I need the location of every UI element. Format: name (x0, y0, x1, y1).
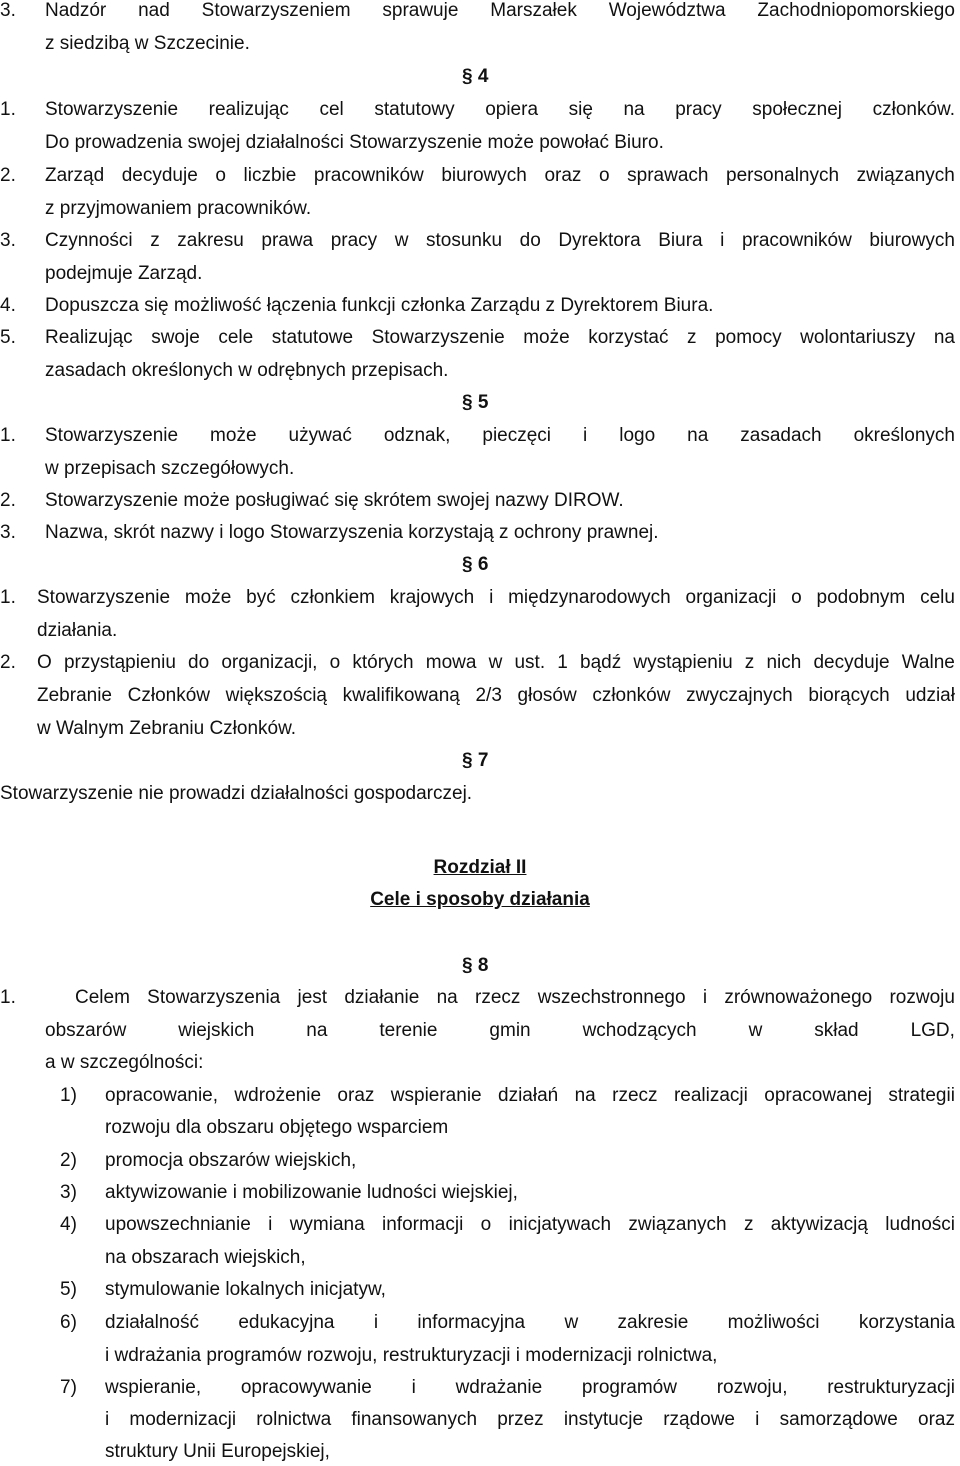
list-item-line: struktury Unii Europejskiej, (105, 1441, 330, 1462)
section-heading: § 5 (462, 392, 489, 413)
list-item-line: wspieranie, opracowywanie i wdrażanie programów rozwoju, restrukturyzacji (105, 1377, 955, 1398)
list-item-number: 4) (60, 1214, 77, 1235)
list-item-line: upowszechnianie i wymiana informacji o inicjatywach związanych z aktywizacją ludności (105, 1214, 955, 1235)
list-item-line: działalność edukacyjna i informacyjna w zakresie możliwości korzystania (105, 1312, 955, 1333)
paragraph-line: Nazwa, skrót nazwy i logo Stowarzyszenia korzystają z ochrony prawnej. (45, 522, 659, 543)
list-item-line: stymulowanie lokalnych inicjatyw, (105, 1279, 386, 1300)
list-item-number: 7) (60, 1377, 77, 1398)
paragraph-line: Nadzór nad Stowarzyszeniem sprawuje Marszałek Województwa Zachodniopomorskiego (45, 0, 955, 21)
paragraph-line: w Walnym Zebraniu Członków. (37, 718, 297, 739)
paragraph-line: Stowarzyszenie może posługiwać się skrótem swojej nazwy DIROW. (45, 490, 624, 511)
paragraph-number: 2. (0, 490, 16, 511)
paragraph-number: 1. (0, 987, 16, 1008)
list-item-number: 3) (60, 1182, 77, 1203)
paragraph-line: a w szczególności: (45, 1052, 204, 1073)
paragraph-line: Dopuszcza się możliwość łączenia funkcji członka Zarządu z Dyrektorem Biura. (45, 295, 714, 316)
paragraph-line: Zebranie Członków większością kwalifikowaną 2/3 głosów członków zwyczajnych biorących udział (37, 685, 955, 706)
paragraph-number: 2. (0, 652, 16, 673)
paragraph-number: 3. (0, 230, 16, 251)
paragraph-line: z siedzibą w Szczecinie. (45, 33, 250, 54)
list-item-line: promocja obszarów wiejskich, (105, 1150, 357, 1171)
paragraph-number: 3. (0, 0, 16, 21)
section-sign: § (462, 66, 473, 87)
section-heading: § 8 (462, 955, 489, 976)
paragraph-number: 2. (0, 165, 16, 186)
list-item-line: na obszarach wiejskich, (105, 1247, 306, 1268)
list-item-line: aktywizowanie i mobilizowanie ludności wiejskiej, (105, 1182, 518, 1203)
paragraph-number: 1. (0, 587, 16, 608)
paragraph-line: Stowarzyszenie nie prowadzi działalności gospodarczej. (0, 783, 473, 804)
paragraph-line: działania. (37, 620, 118, 641)
paragraph-line: Stowarzyszenie może używać odznak, pieczęci i logo na zasadach określonych (45, 425, 955, 446)
chapter-subtitle: Cele i sposoby działania (370, 889, 590, 910)
section-sign: § (462, 750, 473, 771)
list-item-line: opracowanie, wdrożenie oraz wspieranie działań na rzecz realizacji opracowanej strategii (105, 1085, 955, 1106)
list-item-number: 5) (60, 1279, 77, 1300)
list-item-number: 1) (60, 1085, 77, 1106)
list-item-line: i modernizacji rolnictwa finansowanych przez instytucje rządowe i samorządowe oraz (105, 1409, 955, 1430)
paragraph-line: Realizując swoje cele statutowe Stowarzyszenie może korzystać z pomocy wolontariuszy na (45, 327, 955, 348)
paragraph-number: 4. (0, 295, 16, 316)
paragraph-line: podejmuje Zarząd. (45, 263, 203, 284)
paragraph-line: zasadach określonych w odrębnych przepisach. (45, 360, 449, 381)
paragraph-number: 3. (0, 522, 16, 543)
chapter-title: Rozdział II (433, 857, 527, 878)
paragraph-line: Czynności z zakresu prawa pracy w stosunku do Dyrektora Biura i pracowników biurowych (45, 230, 955, 251)
paragraph-line: Stowarzyszenie realizując cel statutowy opiera się na pracy społecznej członków. (45, 99, 955, 120)
list-item-line: rozwoju dla obszaru objętego wsparciem (105, 1117, 449, 1138)
paragraph-number: 5. (0, 327, 16, 348)
paragraph-line: Celem Stowarzyszenia jest działanie na rzecz wszechstronnego i zrównoważonego rozwoju (75, 987, 955, 1008)
section-sign: § (462, 392, 473, 413)
section-heading: § 6 (462, 554, 489, 575)
section-heading: § 7 (462, 750, 489, 771)
list-item-number: 2) (60, 1150, 77, 1171)
paragraph-line: w przepisach szczegółowych. (45, 458, 295, 479)
section-sign: § (462, 554, 473, 575)
paragraph-number: 1. (0, 99, 16, 120)
paragraph-line: O przystąpieniu do organizacji, o których mowa w ust. 1 bądź wystąpieniu z nich decyduje Walne (37, 652, 955, 673)
list-item-line: i wdrażania programów rozwoju, restrukturyzacji i modernizacji rolnictwa, (105, 1345, 718, 1366)
paragraph-line: Do prowadzenia swojej działalności Stowarzyszenie może powołać Biuro. (45, 132, 664, 153)
paragraph-number: 1. (0, 425, 16, 446)
section-sign: § (462, 955, 473, 976)
paragraph-line: Zarząd decyduje o liczbie pracowników biurowych oraz o sprawach personalnych związanych (45, 165, 955, 186)
section-heading: § 4 (462, 66, 489, 87)
paragraph-line: obszarów wiejskich na terenie gmin wchodzących w skład LGD, (45, 1020, 955, 1041)
paragraph-line: Stowarzyszenie może być członkiem krajowych i międzynarodowych organizacji o podobnym celu (37, 587, 955, 608)
list-item-number: 6) (60, 1312, 77, 1333)
paragraph-line: z przyjmowaniem pracowników. (45, 198, 312, 219)
